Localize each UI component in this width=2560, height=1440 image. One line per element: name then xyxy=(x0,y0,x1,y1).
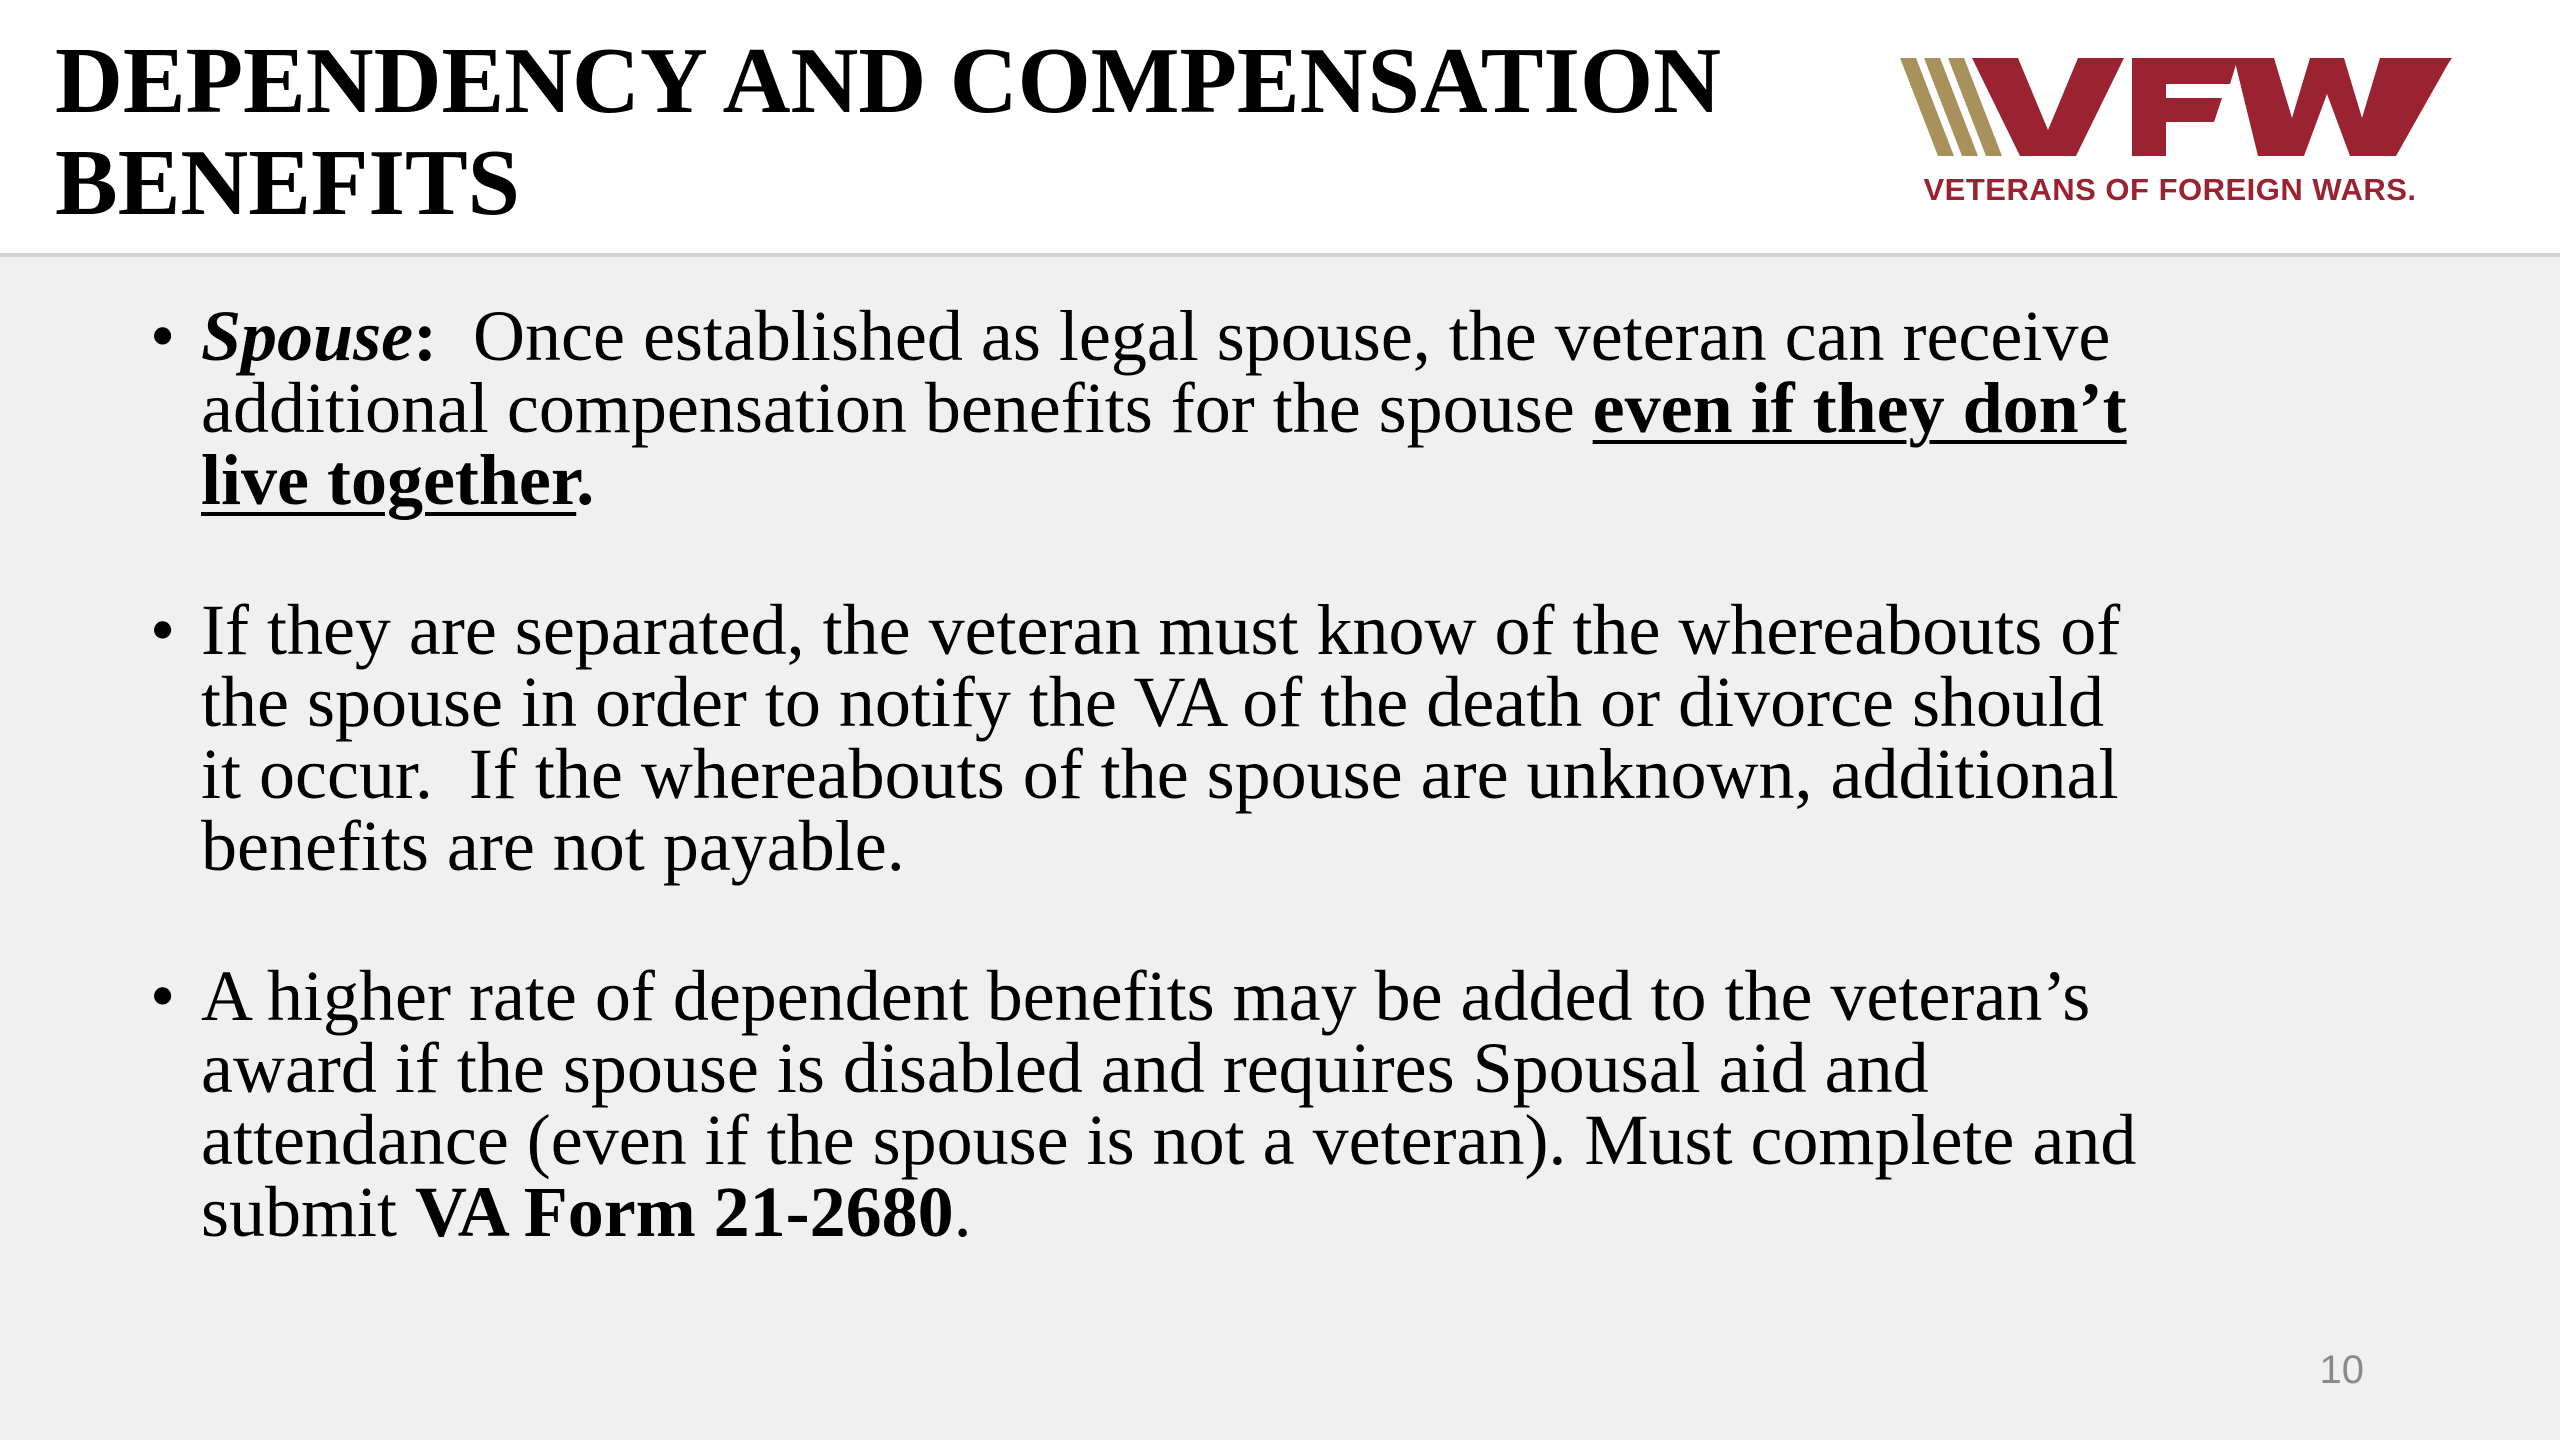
bullet-spouse xyxy=(150,296,2150,520)
bullet-higher-rate-text: A higher rate of dependent benefits may be added to the veteran’s award if the spouse is disabled and requires Spousal aid and attendance (even if the spouse is not a veteran). Must complete and submit xyxy=(201,956,2137,1252)
bullet-marker: • xyxy=(150,590,176,670)
vfw-logo-mark xyxy=(1900,52,2460,172)
bullet-separated xyxy=(150,590,2150,886)
bullet-marker: • xyxy=(150,956,176,1036)
bullet-higher-rate xyxy=(150,956,2150,1252)
bullet-spouse-colon: : xyxy=(413,296,438,376)
bullet-separated-text: If they are separated, the veteran must know of the whereabouts of the spouse in order to notify the VA of the death or divorce should it occur. If the whereabouts of the spouse are unknown, additional benefits are not payable. xyxy=(201,590,2139,886)
logo-letter-w xyxy=(2234,58,2452,156)
bullet-higher-rate-end: . xyxy=(953,1172,972,1252)
logo-tagline: VETERANS OF FOREIGN WARS. xyxy=(1923,172,2417,207)
slide-header xyxy=(0,0,2560,257)
bullet-spouse-text: Once established as legal spouse, the veteran can receive additional compensation benefits for the spouse xyxy=(201,296,2129,448)
bullet-list xyxy=(150,296,2150,1326)
bullet-spouse-emphasis: even if they don’t live together xyxy=(201,368,2127,520)
logo-letter-f xyxy=(2132,58,2238,156)
bullet-spouse-end: . xyxy=(576,440,595,520)
slide-title: DEPENDENCY AND COMPENSATION BENEFITS xyxy=(55,29,1721,235)
page-number: 10 xyxy=(2319,1348,2364,1392)
vfw-logo xyxy=(1900,52,2460,212)
bullet-marker: • xyxy=(150,296,176,376)
bullet-spouse-label: Spouse xyxy=(201,296,414,376)
va-form-name: VA Form 21-2680 xyxy=(415,1172,954,1252)
